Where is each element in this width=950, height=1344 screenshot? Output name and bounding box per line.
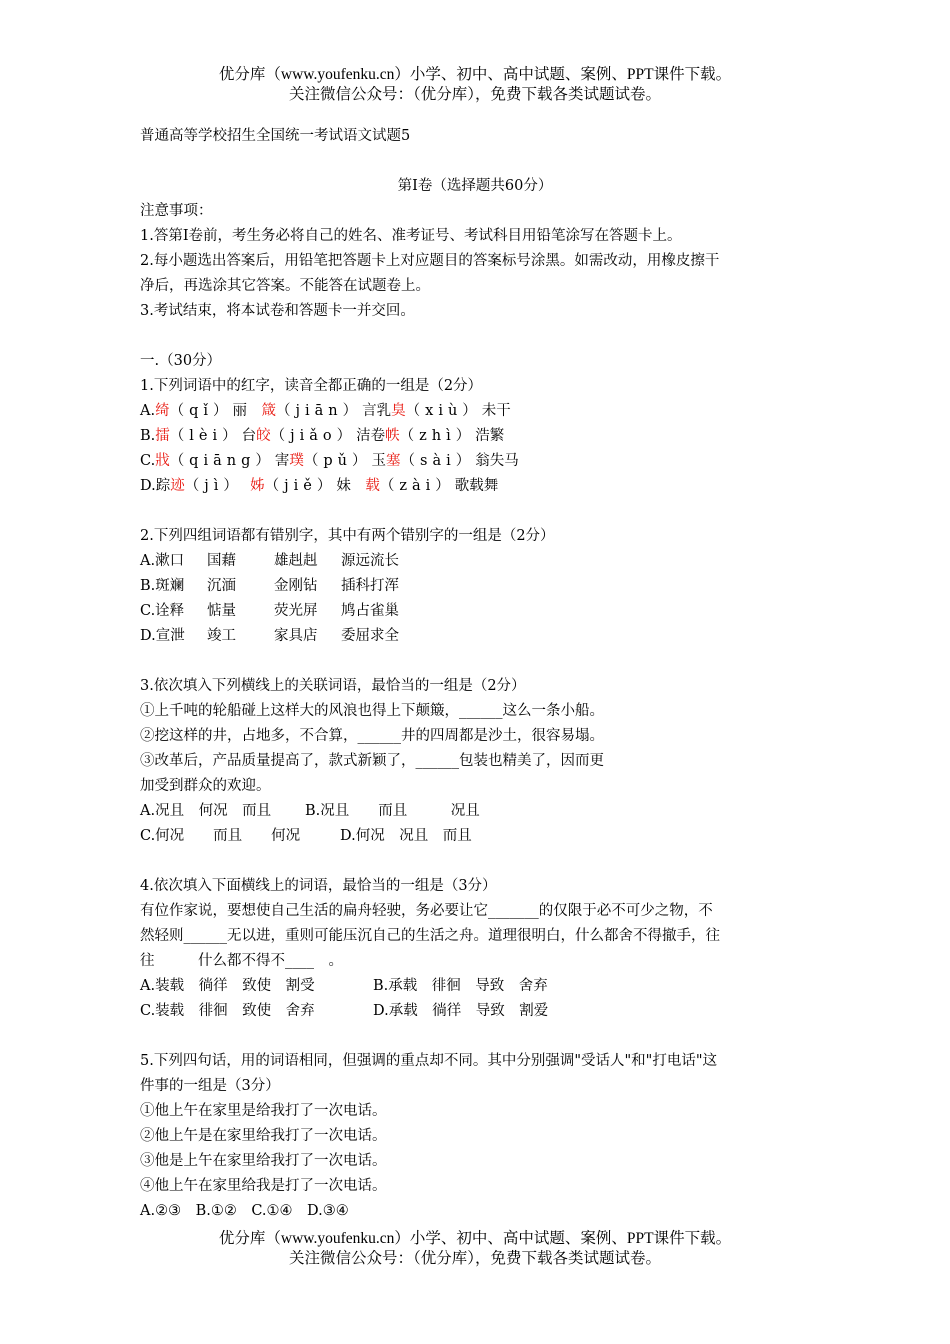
question-5-sentence: ③他是上午在家里给我打了一次电话。 (140, 1153, 387, 1169)
question-1-option-b: B.擂（lèi）台皎（jiǎo）洁卷帙（zhì）浩繁 (140, 428, 505, 444)
question-4-passage: 有位作家说，要想使自己生活的扁舟轻驶，务必要让它_______的仅限于必不可少之物，不 (140, 903, 713, 919)
question-2-option: C.诠释 惦量 荧光屏 鸠占雀巢 (140, 603, 399, 619)
question-5-stem: 5.下列四句话，用的词语相同，但强调的重点却不同。其中分别强调"受话人"和"打电话"这 (140, 1053, 718, 1069)
footer-line-1: 优分库（www.youfenku.cn）小学、初中、高中试题、案例、PPT课件下载。 (218, 1230, 732, 1247)
highlighted-char: 戕 (155, 453, 170, 469)
highlighted-char: 塞 (386, 453, 401, 469)
question-1-option-c: C.戕（qiāng）害璞（pǔ）玉塞（sài）翁失马 (140, 453, 519, 469)
question-4-options-ab: A.装载 徜徉 致使 割受 B.承载 徘徊 导致 舍弃 (140, 978, 548, 994)
question-3-options-cd: C.何况 而且 何况 D.何况 况且 而且 (140, 828, 472, 844)
highlighted-char: 姊 (250, 478, 265, 494)
question-5-sentence: ②他上午是在家里给我打了一次电话。 (140, 1128, 387, 1144)
highlighted-char: 迹 (170, 478, 185, 494)
section-title: 第Ⅰ卷（选择题共60分） (397, 178, 553, 194)
highlighted-char: 皎 (256, 428, 271, 444)
note-item: 1.答第Ⅰ卷前，考生务必将自己的姓名、准考证号、考试科目用铅笔涂写在答题卡上。 (140, 228, 682, 244)
question-4-passage: 然轻则______无以进，重则可能压沉自己的生活之舟。道理很明白，什么都舍不得撤手，往 (140, 928, 720, 944)
question-2-option: B.斑斓 沉湎 金刚钻 插科打浑 (140, 578, 399, 594)
footer-line-2: 关注微信公众号：（优分库），免费下载各类试题试卷。 (288, 1250, 661, 1267)
highlighted-char: 璞 (289, 453, 304, 469)
question-3-sentence-cont: 加受到群众的欢迎。 (140, 778, 271, 794)
question-3-sentence: ②挖这样的井，占地多，不合算，______井的四周都是沙土，很容易塌。 (140, 728, 604, 744)
question-2-stem: 2.下列四组词语都有错别字，其中有两个错别字的一组是（2分） (140, 528, 555, 544)
question-1-stem: 1.下列词语中的红字，读音全都正确的一组是（2分） (140, 378, 483, 394)
highlighted-char: 载 (365, 478, 380, 494)
header-line-1: 优分库（www.youfenku.cn）小学、初中、高中试题、案例、PPT课件下载。 (218, 66, 732, 83)
question-4-options-cd: C.装载 徘徊 致使 舍弃 D.承载 徜徉 导致 割爱 (140, 1003, 549, 1019)
question-3-sentence: ①上千吨的轮船碰上这样大的风浪也得上下颠簸，______这么一条小船。 (140, 703, 604, 719)
question-5-sentence: ①他上午在家里是给我打了一次电话。 (140, 1103, 387, 1119)
highlighted-char: 帙 (385, 428, 400, 444)
part-heading: 一.（30分） (140, 353, 222, 369)
notes-heading: 注意事项： (140, 203, 213, 219)
question-5-options: A.②③ B.①② C.①④ D.③④ (140, 1203, 349, 1219)
question-4-passage: 往 什么都不得不____ 。 (140, 953, 343, 969)
question-1-option-d: D.踪迹（jì） 姊（jiě）妹 载（zài）歌载舞 (140, 478, 499, 494)
question-2-option: A.漱口 国藉 雄赳赳 源远流长 (140, 553, 399, 569)
document-title: 普通高等学校招生全国统一考试语文试题5 (140, 128, 411, 144)
highlighted-char: 箴 (261, 403, 277, 419)
question-4-stem: 4.依次填入下面横线上的词语，最恰当的一组是（3分） (140, 878, 497, 894)
question-3-stem: 3.依次填入下列横线上的关联词语，最恰当的一组是（2分） (140, 678, 526, 694)
question-2-option: D.宣泄 竣工 家具店 委屈求全 (140, 628, 399, 644)
question-3-options-ab: A.况且 何况 而且 B.况且 而且 况且 (140, 803, 480, 819)
question-5-sentence: ④他上午在家里给我是打了一次电话。 (140, 1178, 387, 1194)
note-item: 3.考试结束，将本试卷和答题卡一并交回。 (140, 303, 415, 319)
note-item: 2.每小题选出答案后，用铅笔把答题卡上对应题目的答案标号涂黑。如需改动，用橡皮擦干 (140, 253, 720, 269)
note-item: 净后，再选涂其它答案。不能答在试题卷上。 (140, 278, 430, 294)
question-1-option-a: A.绮（qǐ）丽 箴（jiān）言乳臭（xiù）未干 (140, 403, 511, 419)
highlighted-char: 擂 (155, 428, 170, 444)
question-5-stem-cont: 件事的一组是（3分） (140, 1078, 280, 1094)
question-3-sentence: ③改革后，产品质量提高了，款式新颖了，______包装也精美了，因而更 (140, 753, 604, 769)
highlighted-char: 臭 (391, 403, 406, 419)
highlighted-char: 绮 (155, 403, 170, 419)
header-line-2: 关注微信公众号：（优分库），免费下载各类试题试卷。 (288, 86, 661, 103)
